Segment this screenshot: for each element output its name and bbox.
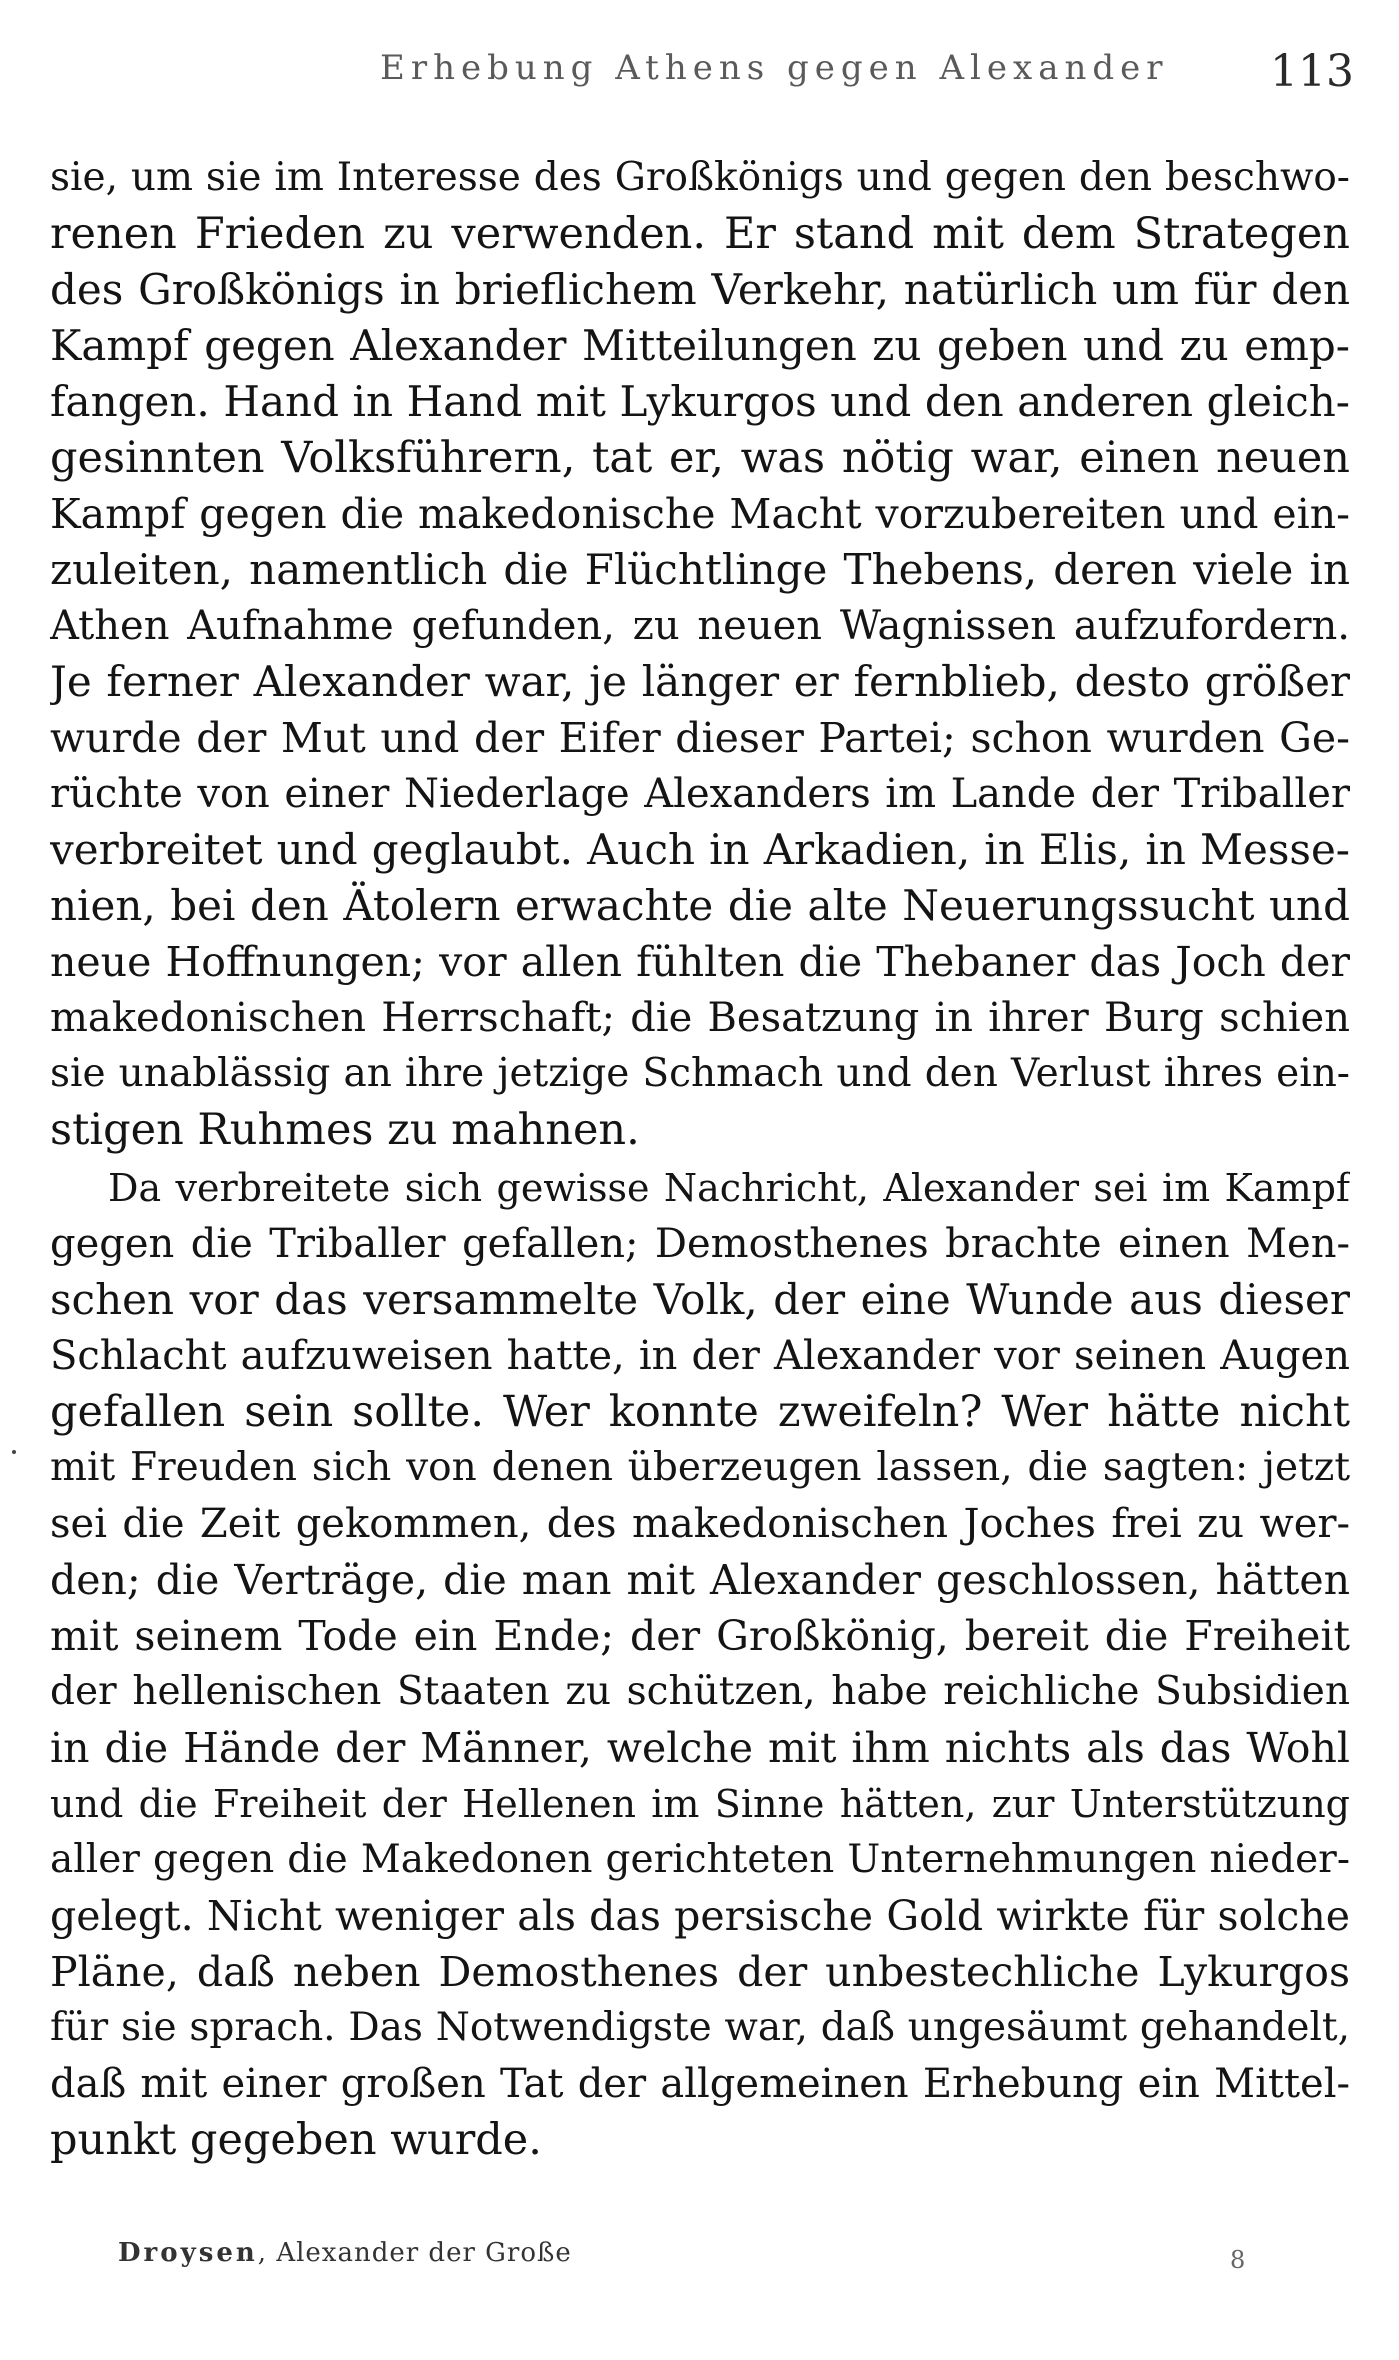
text-line: makedonischen Herrschaft; die Besatzung in ihrer Burg schien (50, 995, 1350, 1041)
text-line: für sie sprach. Das Notwendigste war, daß ungesäumt gehandelt, (50, 2005, 1350, 2050)
text-line: daß mit einer großen Tat der allgemeinen Erhebung ein Mittel- (50, 2061, 1350, 2107)
text-line: den; die Verträge, die man mit Alexander geschlossen, hätten (50, 1556, 1350, 1604)
print-speck (12, 1450, 16, 1454)
footer-work-title: Alexander der Große (276, 2238, 572, 2268)
text-line: sie, um sie im Interesse des Großkönigs und gegen den beschwo- (50, 155, 1350, 200)
text-line: Kampf gegen Alexander Mitteilungen zu geben und zu emp- (50, 321, 1350, 370)
footer-author: Droysen (118, 2238, 258, 2268)
sheet-signature: 8 (1230, 2246, 1246, 2274)
text-line: und die Freiheit der Hellenen im Sinne hätten, zur Unterstützung (50, 1782, 1350, 1826)
text-line: rüchte von einer Niederlage Alexanders im Lande der Triballer (50, 771, 1350, 817)
text-line: mit seinem Tode ein Ende; der Großkönig, bereit die Freiheit (50, 1612, 1350, 1660)
footer-signature: Droysen, Alexander der Große (118, 2238, 572, 2268)
text-line: verbreitet und geglaubt. Auch in Arkadien, in Elis, in Messe- (50, 825, 1350, 874)
text-line: gesinnten Volksführern, tat er, was nötig war, einen neuen (50, 433, 1350, 483)
text-line: Pläne, daß neben Demosthenes der unbestechliche Lykurgos (50, 1948, 1350, 1996)
text-line: gegen die Triballer gefallen; Demosthenes brachte einen Men- (50, 1221, 1350, 1267)
text-line: fangen. Hand in Hand mit Lykurgos und den anderen gleich- (50, 377, 1350, 426)
running-head: Erhebung Athens gegen Alexander (380, 48, 1169, 88)
page-number: 113 (1270, 46, 1354, 97)
text-line: Kampf gegen die makedonische Macht vorzubereiten und ein- (50, 490, 1350, 538)
text-line: neue Hoffnungen; vor allen fühlten die Thebaner das Joch der (50, 938, 1350, 986)
text-line: nien, bei den Ätolern erwachte die alte Neuerungssucht und (50, 881, 1350, 930)
text-line: der hellenischen Staaten zu schützen, habe reichliche Subsidien (50, 1669, 1350, 1714)
text-line: gelegt. Nicht weniger als das persische Gold wirkte für solche (50, 1892, 1350, 1940)
text-line: Da verbreitete sich gewisse Nachricht, Alexander sei im Kampf (108, 1166, 1350, 1210)
text-line: gefallen sein sollte. Wer konnte zweifeln? Wer hätte nicht (50, 1387, 1350, 1437)
text-line: Athen Aufnahme gefunden, zu neuen Wagnissen aufzufordern. (50, 603, 1350, 649)
text-line: in die Hände der Männer, welche mit ihm nichts als das Wohl (50, 1724, 1350, 1772)
text-line: mit Freuden sich von denen überzeugen lassen, die sagten: jetzt (50, 1445, 1350, 1490)
text-line: punkt gegeben wurde. (50, 2115, 542, 2165)
text-line: Je ferner Alexander war, je länger er fernblieb, desto größer (50, 657, 1350, 706)
text-line: schen vor das versammelte Volk, der eine Wunde aus dieser (50, 1275, 1350, 1324)
text-line: des Großkönigs in brieflichem Verkehr, natürlich um für den (50, 265, 1350, 314)
text-line: sie unablässig an ihre jetzige Schmach und den Verlust ihres ein- (50, 1051, 1350, 1096)
text-line: stigen Ruhmes zu mahnen. (50, 1105, 640, 1155)
text-line: renen Frieden zu verwenden. Er stand mit dem Strategen (50, 209, 1350, 259)
text-line: zuleiten, namentlich die Flüchtlinge Thebens, deren viele in (50, 545, 1350, 594)
text-line: sei die Zeit gekommen, des makedonischen Joches frei zu wer- (50, 1501, 1350, 1547)
text-line: aller gegen die Makedonen gerichteten Unternehmungen nieder- (50, 1837, 1350, 1882)
text-line: Schlacht aufzuweisen hatte, in der Alexander vor seinen Augen (50, 1333, 1350, 1379)
text-line: wurde der Mut und der Eifer dieser Partei; schon wurden Ge- (50, 714, 1350, 762)
